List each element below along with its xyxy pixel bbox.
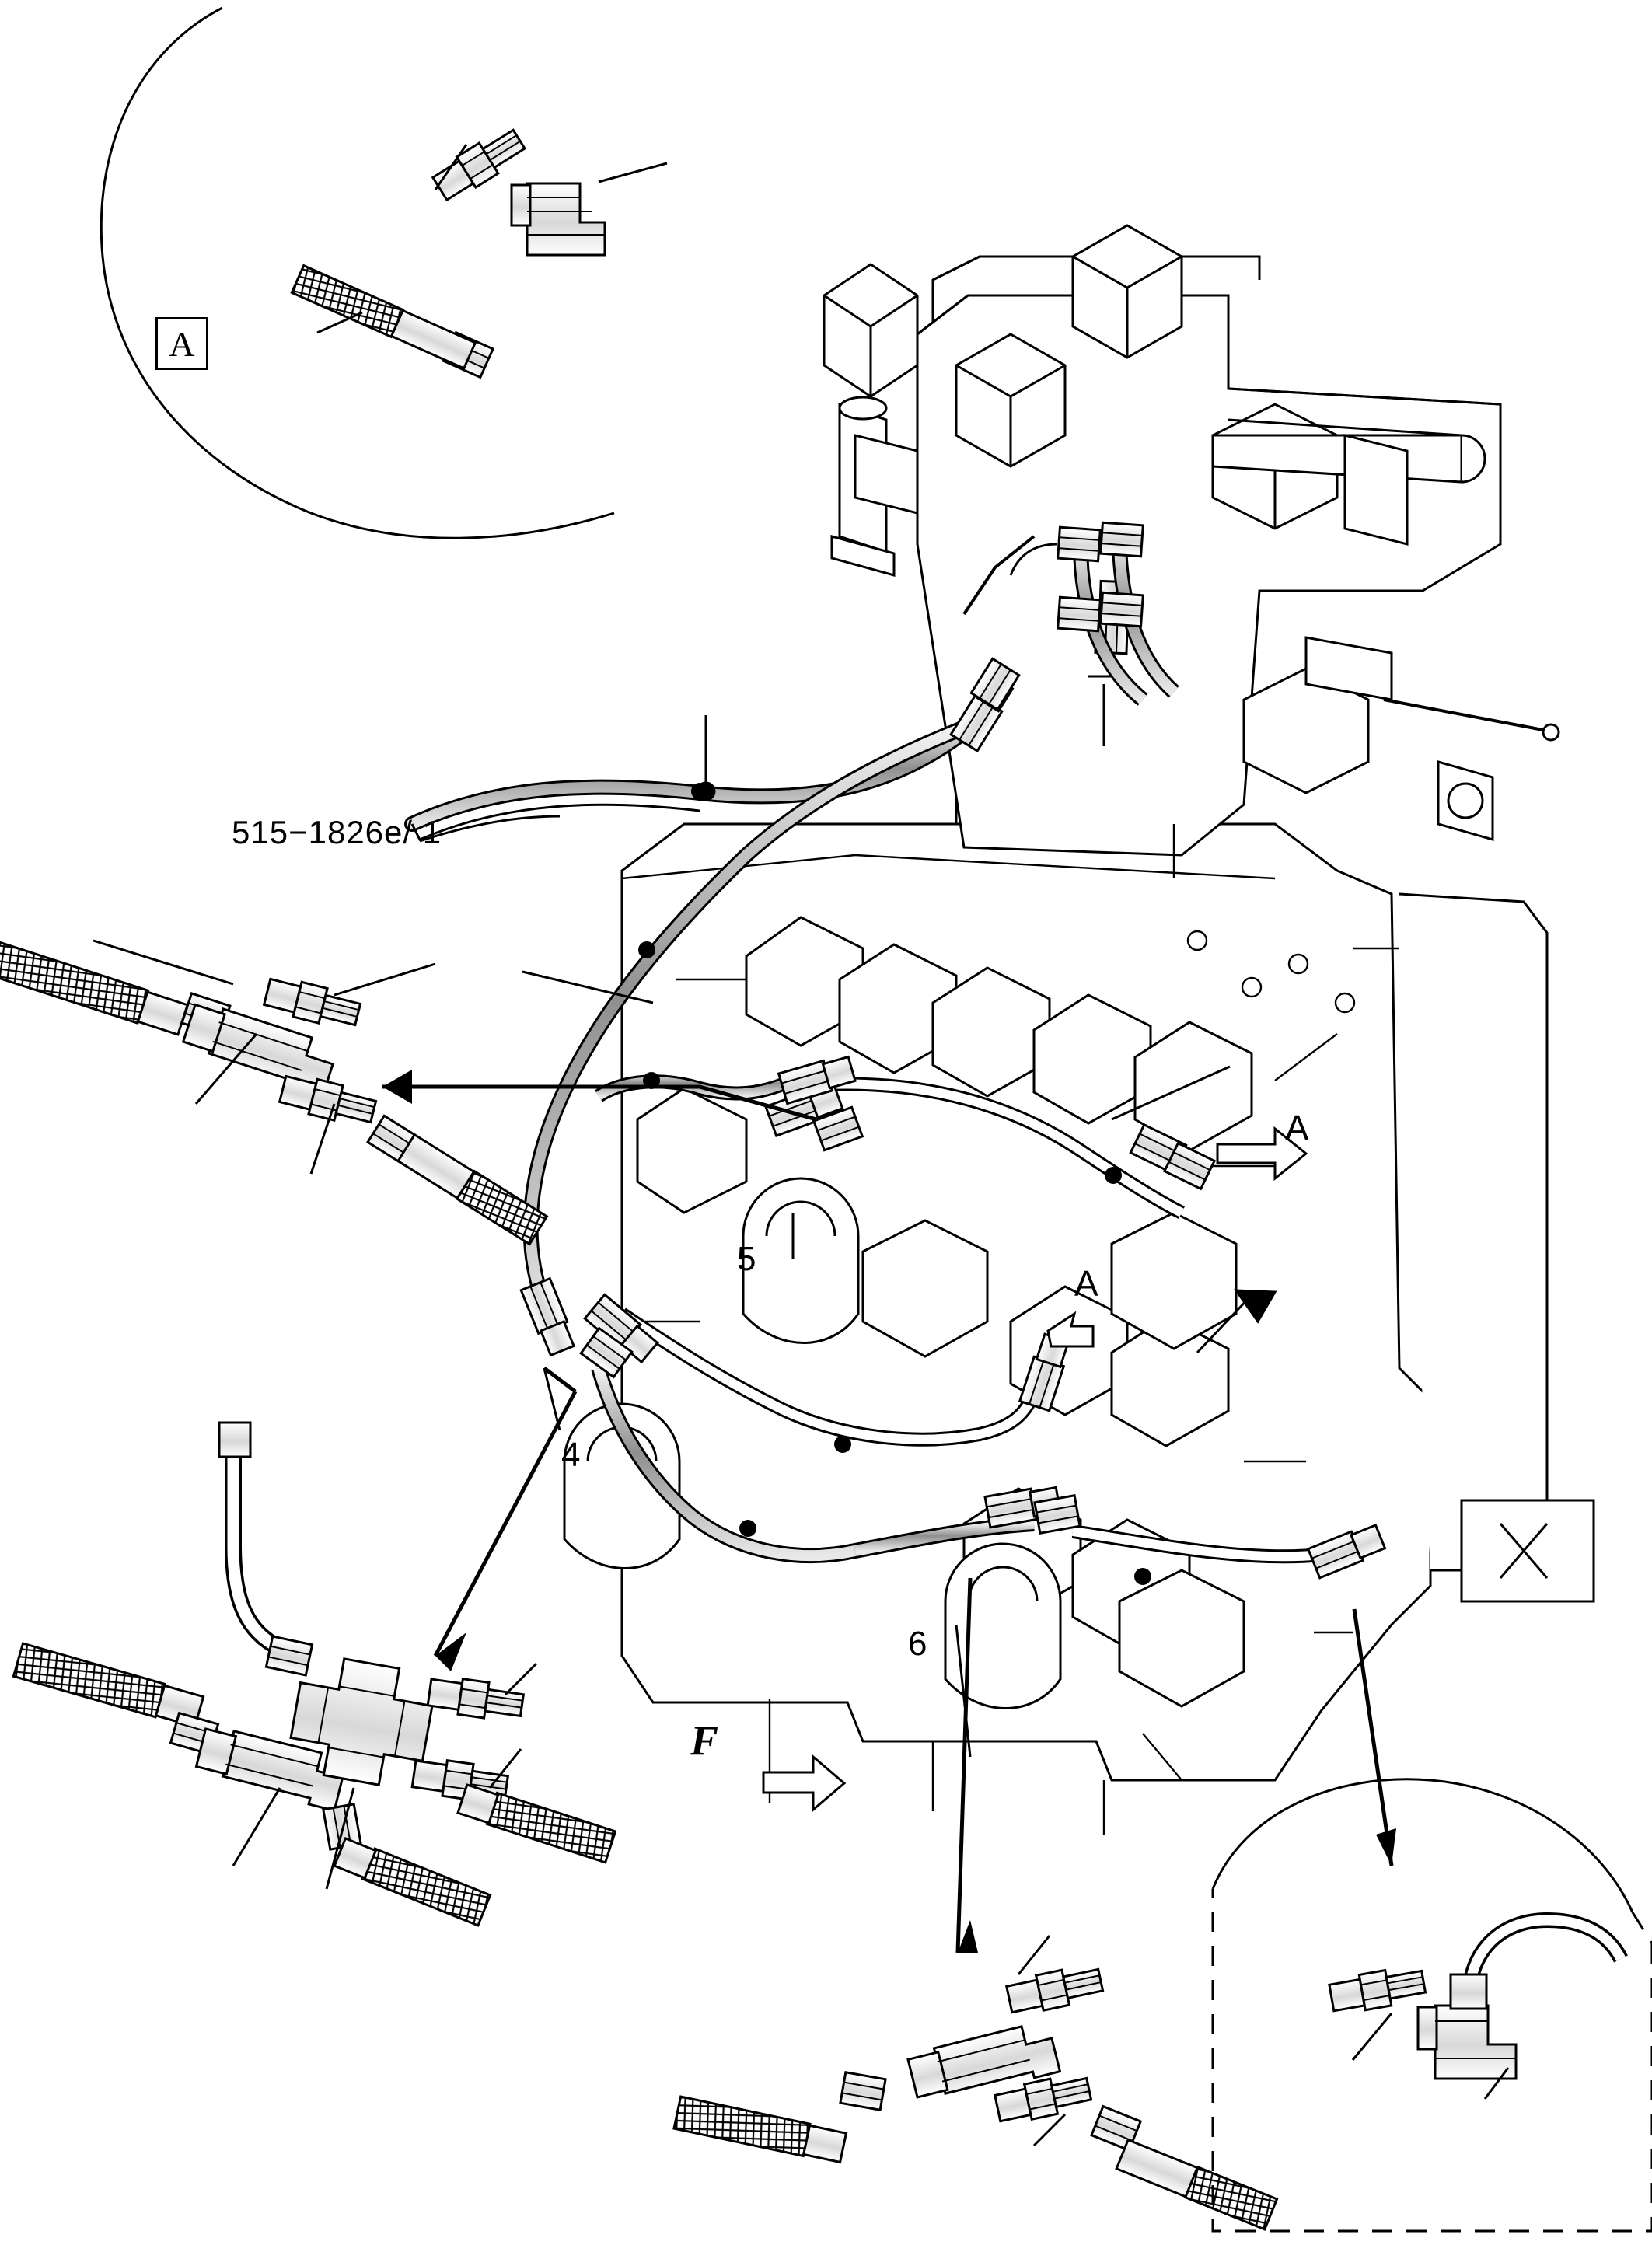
detail-a-boxed-label: A xyxy=(169,323,195,364)
detail-a-boxed xyxy=(155,317,208,370)
exploded-group-bottom-right xyxy=(1329,1609,1621,2099)
view-arrow-f xyxy=(763,1757,844,1810)
bent-tube xyxy=(219,1423,280,1648)
exploded-group-left-lower xyxy=(13,1368,615,1926)
part-ref-4: 4 xyxy=(561,1436,581,1474)
detail-a-lower: A xyxy=(1074,1263,1098,1304)
view-f: F xyxy=(690,1717,719,1764)
detail-circle-a xyxy=(101,8,614,538)
part-ref-5: 5 xyxy=(737,1240,756,1278)
elbow-hose xyxy=(1451,1920,1621,2009)
detail-a-parts xyxy=(292,124,667,378)
part-ref-6: 6 xyxy=(908,1625,927,1663)
detail-frame-bottom-right xyxy=(1213,1779,1652,2231)
drawing-code: 515−1826e/ 1 xyxy=(232,814,442,850)
detail-a-right: A xyxy=(1285,1108,1309,1148)
